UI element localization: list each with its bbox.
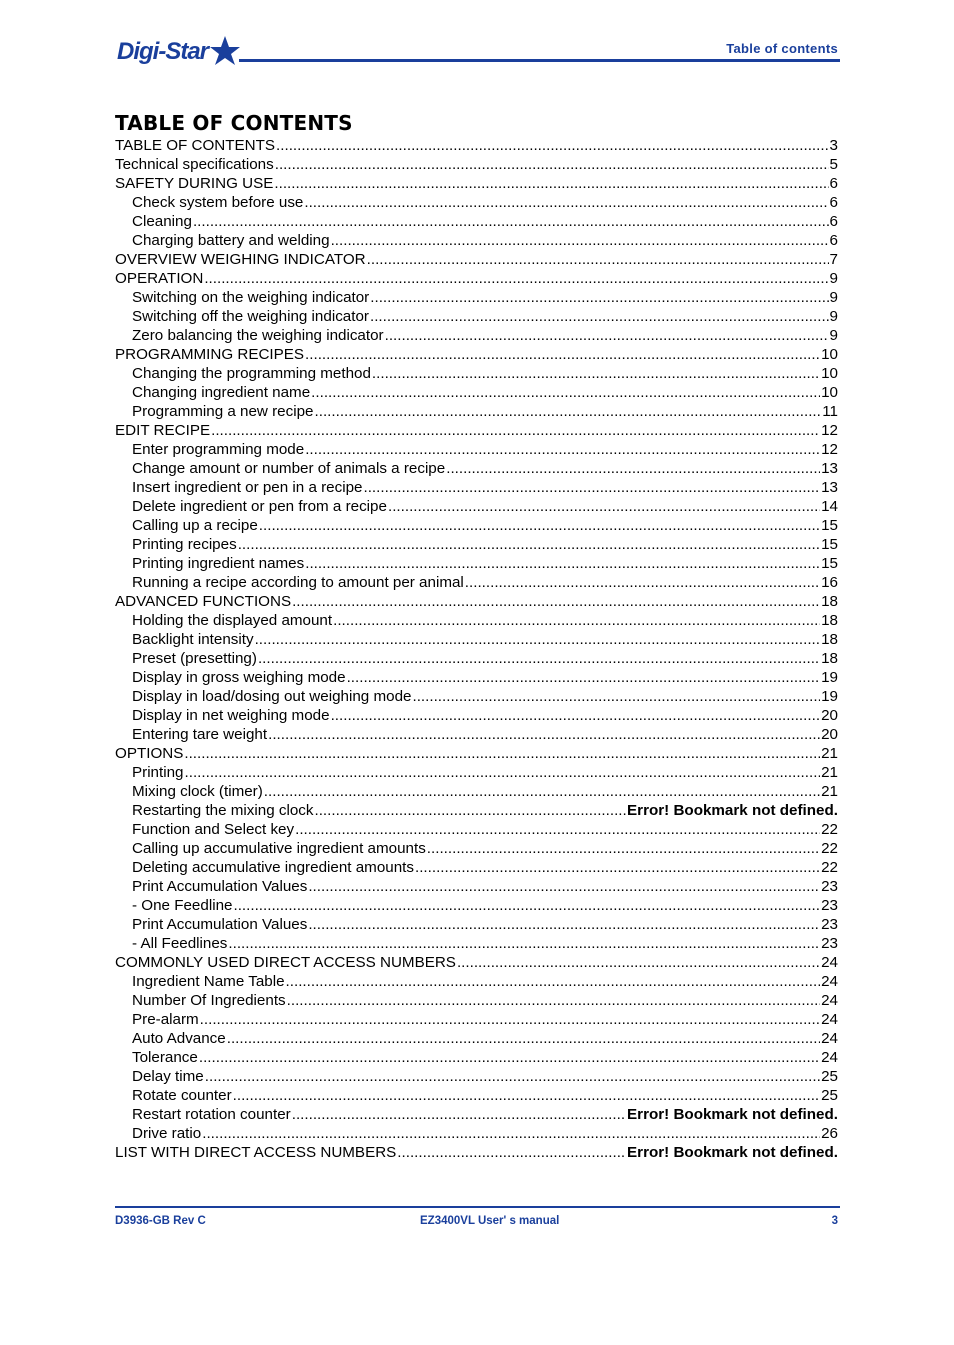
page-header	[115, 28, 840, 68]
dot-leader	[415, 858, 820, 877]
toc-entry[interactable]	[115, 1010, 838, 1029]
toc-entry[interactable]	[115, 687, 838, 706]
toc-entry-page: 25	[821, 1087, 838, 1104]
section-title: Table of contents	[726, 41, 838, 56]
dot-leader	[275, 155, 829, 174]
dot-leader	[465, 573, 820, 592]
toc-entry-title: Changing ingredient name	[132, 384, 311, 401]
toc-entry-title: Printing	[132, 764, 184, 781]
toc-entry[interactable]	[115, 706, 838, 725]
toc-entry-page: 9	[829, 270, 838, 287]
toc-entry-title: Delay time	[132, 1068, 204, 1085]
toc-entry-title: Print Accumulation Values	[132, 878, 308, 895]
toc-entry-title: Cleaning	[132, 213, 192, 230]
toc-entry[interactable]	[115, 155, 838, 174]
dot-leader	[228, 934, 820, 953]
toc-entry-title: Printing ingredient names	[132, 555, 305, 572]
dot-leader	[372, 364, 820, 383]
dot-leader	[268, 725, 820, 744]
toc-entry-page: 20	[821, 726, 838, 743]
toc-entry[interactable]	[115, 383, 838, 402]
toc-entry-page: 13	[821, 460, 838, 477]
toc-entry-title: Technical specifications	[115, 156, 274, 173]
toc-entry-page: 15	[821, 517, 838, 534]
toc-entry[interactable]	[115, 991, 838, 1010]
dot-leader	[184, 744, 820, 763]
toc-entry-title: Check system before use	[132, 194, 304, 211]
toc-entry-page: 19	[821, 688, 838, 705]
toc-entry[interactable]	[115, 839, 838, 858]
dot-leader	[331, 231, 829, 250]
toc-entry[interactable]	[115, 877, 838, 896]
dot-leader	[292, 592, 820, 611]
toc-entry-page: 9	[829, 327, 838, 344]
document-code: D3936-GB Rev C	[115, 1215, 206, 1227]
toc-entry-title: Drive ratio	[132, 1125, 202, 1142]
toc-entry-title: Delete ingredient or pen from a recipe	[132, 498, 387, 515]
toc-entry-title: OVERVIEW WEIGHING INDICATOR	[115, 251, 366, 268]
toc-entry-page: 9	[829, 308, 838, 325]
toc-entry-page: 25	[821, 1068, 838, 1085]
toc-entry-page: 10	[821, 346, 838, 363]
toc-entry[interactable]	[115, 763, 838, 782]
table-of-contents	[115, 136, 838, 1162]
toc-entry[interactable]	[115, 934, 838, 953]
toc-entry-title: Number Of Ingredients	[132, 992, 286, 1009]
toc-entry-page: Error! Bookmark not defined.	[627, 1106, 838, 1123]
toc-entry[interactable]	[115, 611, 838, 630]
dot-leader	[367, 250, 829, 269]
toc-entry-title: EDIT RECIPE	[115, 422, 211, 439]
toc-entry-title: Enter programming mode	[132, 441, 305, 458]
toc-entry-page: Error! Bookmark not defined.	[627, 802, 838, 819]
toc-entry[interactable]	[115, 1143, 838, 1162]
toc-entry-title: Tolerance	[132, 1049, 198, 1066]
toc-entry-title: Preset (presetting)	[132, 650, 257, 667]
toc-entry-page: 22	[821, 821, 838, 838]
toc-entry-page: 23	[821, 935, 838, 952]
toc-entry[interactable]	[115, 554, 838, 573]
dot-leader	[305, 345, 820, 364]
dot-leader	[311, 383, 820, 402]
toc-entry-page: 12	[821, 422, 838, 439]
toc-entry-page: 15	[821, 536, 838, 553]
toc-entry-page: 22	[821, 859, 838, 876]
toc-entry[interactable]	[115, 231, 838, 250]
toc-entry-page: 21	[821, 783, 838, 800]
toc-entry-title: Backlight intensity	[132, 631, 254, 648]
toc-entry-page: 11	[822, 403, 838, 420]
toc-entry-title: Function and Select key	[132, 821, 295, 838]
toc-entry-page: 24	[821, 1030, 838, 1047]
toc-entry[interactable]	[115, 364, 838, 383]
dot-leader	[276, 136, 829, 155]
toc-entry-page: 6	[829, 175, 838, 192]
dot-leader	[363, 478, 820, 497]
toc-entry[interactable]	[115, 1067, 838, 1086]
dot-leader	[258, 649, 820, 668]
toc-entry-page: 10	[821, 384, 838, 401]
toc-entry-page: 18	[821, 631, 838, 648]
toc-entry-title: Calling up a recipe	[132, 517, 258, 534]
toc-entry[interactable]	[115, 1048, 838, 1067]
toc-entry-title: Insert ingredient or pen in a recipe	[132, 479, 363, 496]
page-footer	[115, 1206, 840, 1236]
toc-entry-title: PROGRAMMING RECIPES	[115, 346, 305, 363]
toc-entry-title: Entering tare weight	[132, 726, 268, 743]
toc-entry[interactable]	[115, 193, 838, 212]
toc-entry-page: 9	[829, 289, 838, 306]
manual-title: EZ3400VL User' s manual	[420, 1215, 560, 1227]
toc-entry[interactable]	[115, 630, 838, 649]
toc-entry[interactable]	[115, 212, 838, 231]
toc-entry[interactable]	[115, 915, 838, 934]
dot-leader	[385, 326, 829, 345]
toc-entry[interactable]	[115, 1029, 838, 1048]
toc-entry-page: 16	[821, 574, 838, 591]
dot-leader	[292, 1105, 626, 1124]
toc-entry-page: 18	[821, 650, 838, 667]
toc-entry-title: Display in net weighing mode	[132, 707, 330, 724]
dot-leader	[315, 402, 822, 421]
dot-leader	[233, 896, 820, 915]
dot-leader	[457, 953, 820, 972]
toc-entry-page: 15	[821, 555, 838, 572]
toc-entry-title: Change amount or number of animals a recipe	[132, 460, 446, 477]
dot-leader	[427, 839, 820, 858]
toc-entry-page: 24	[821, 1049, 838, 1066]
toc-entry-title: Calling up accumulative ingredient amounts	[132, 840, 426, 857]
toc-heading: TABLE OF CONTENTS	[115, 111, 353, 135]
toc-entry-page: 23	[821, 916, 838, 933]
dot-leader	[446, 459, 820, 478]
toc-entry-title: Restarting the mixing clock	[132, 802, 314, 819]
toc-entry-page: 3	[829, 137, 838, 154]
dot-leader	[397, 1143, 626, 1162]
toc-entry[interactable]	[115, 896, 838, 915]
dot-leader	[305, 554, 820, 573]
toc-entry[interactable]	[115, 174, 838, 193]
toc-entry-title: Print Accumulation Values	[132, 916, 308, 933]
dot-leader	[388, 497, 820, 516]
dot-leader	[255, 630, 821, 649]
toc-entry[interactable]	[115, 744, 838, 763]
dot-leader	[233, 1086, 820, 1105]
toc-entry[interactable]	[115, 782, 838, 801]
toc-entry-page: 6	[829, 194, 838, 211]
page-number: 3	[831, 1215, 838, 1227]
dot-leader	[347, 668, 821, 687]
dot-leader	[200, 1010, 820, 1029]
toc-entry-page: 21	[821, 764, 838, 781]
toc-entry[interactable]	[115, 573, 838, 592]
toc-entry-title: Deleting accumulative ingredient amounts	[132, 859, 414, 876]
toc-entry-title: ADVANCED FUNCTIONS	[115, 593, 292, 610]
toc-entry-page: 22	[821, 840, 838, 857]
dot-leader	[264, 782, 820, 801]
toc-entry[interactable]	[115, 516, 838, 535]
toc-entry-title: COMMONLY USED DIRECT ACCESS NUMBERS	[115, 954, 456, 971]
dot-leader	[305, 440, 820, 459]
toc-entry[interactable]	[115, 535, 838, 554]
toc-entry[interactable]	[115, 649, 838, 668]
toc-entry-title: Changing the programming method	[132, 365, 371, 382]
dot-leader	[199, 1048, 820, 1067]
toc-entry-page: 20	[821, 707, 838, 724]
dot-leader	[205, 1067, 820, 1086]
toc-entry-page: 21	[821, 745, 838, 762]
dot-leader	[304, 193, 828, 212]
dot-leader	[185, 763, 821, 782]
toc-entry[interactable]	[115, 497, 838, 516]
toc-entry-title: Mixing clock (timer)	[132, 783, 263, 800]
dot-leader	[314, 801, 626, 820]
toc-entry-page: 24	[821, 1011, 838, 1028]
toc-entry-title: - All Feedlines	[132, 935, 228, 952]
toc-entry-title: Auto Advance	[132, 1030, 226, 1047]
toc-entry-title: Rotate counter	[132, 1087, 232, 1104]
toc-entry[interactable]	[115, 402, 838, 421]
toc-entry-title: Ingredient Name Table	[132, 973, 285, 990]
dot-leader	[202, 1124, 820, 1143]
toc-entry-page: 10	[821, 365, 838, 382]
dot-leader	[204, 269, 828, 288]
toc-entry-page: 23	[821, 878, 838, 895]
dot-leader	[259, 516, 820, 535]
toc-entry-title: Zero balancing the weighing indicator	[132, 327, 384, 344]
toc-entry[interactable]	[115, 820, 838, 839]
toc-entry[interactable]	[115, 440, 838, 459]
toc-entry-title: SAFETY DURING USE	[115, 175, 274, 192]
toc-entry[interactable]	[115, 953, 838, 972]
toc-entry[interactable]	[115, 326, 838, 345]
toc-entry[interactable]	[115, 250, 838, 269]
dot-leader	[193, 212, 829, 231]
toc-entry[interactable]	[115, 421, 838, 440]
logo-wordmark: Digi-Star	[117, 38, 209, 65]
toc-entry[interactable]	[115, 668, 838, 687]
toc-entry-page: 26	[821, 1125, 838, 1142]
toc-entry-page: 23	[821, 897, 838, 914]
toc-entry-title: Display in load/dosing out weighing mode	[132, 688, 412, 705]
dot-leader	[227, 1029, 820, 1048]
toc-entry-title: OPERATION	[115, 270, 204, 287]
toc-entry[interactable]	[115, 269, 838, 288]
dot-leader	[238, 535, 820, 554]
dot-leader	[308, 915, 820, 934]
toc-entry[interactable]	[115, 478, 838, 497]
dot-leader	[333, 611, 820, 630]
toc-entry-title: Switching off the weighing indicator	[132, 308, 369, 325]
toc-entry-page: 7	[829, 251, 838, 268]
dot-leader	[370, 307, 829, 326]
dot-leader	[331, 706, 821, 725]
toc-entry[interactable]	[115, 1105, 838, 1124]
toc-entry-title: Holding the displayed amount	[132, 612, 333, 629]
toc-entry[interactable]	[115, 972, 838, 991]
toc-entry-page: Error! Bookmark not defined.	[627, 1144, 838, 1161]
toc-entry-title: Pre-alarm	[132, 1011, 199, 1028]
toc-entry[interactable]	[115, 1086, 838, 1105]
toc-entry[interactable]	[115, 288, 838, 307]
toc-entry[interactable]	[115, 345, 838, 364]
toc-entry-page: 19	[821, 669, 838, 686]
toc-entry-title: Restart rotation counter	[132, 1106, 291, 1123]
dot-leader	[211, 421, 820, 440]
toc-entry-title: Charging battery and welding	[132, 232, 330, 249]
toc-entry-title: Running a recipe according to amount per animal	[132, 574, 464, 591]
toc-entry-title: LIST WITH DIRECT ACCESS NUMBERS	[115, 1144, 397, 1161]
toc-entry[interactable]	[115, 801, 838, 820]
toc-entry-title: Printing recipes	[132, 536, 237, 553]
toc-entry-page: 18	[821, 593, 838, 610]
toc-entry[interactable]	[115, 1124, 838, 1143]
toc-entry-title: - One Feedline	[132, 897, 233, 914]
toc-entry[interactable]	[115, 136, 838, 155]
toc-entry-page: 5	[829, 156, 838, 173]
toc-entry-title: TABLE OF CONTENTS	[115, 137, 276, 154]
toc-entry-page: 18	[821, 612, 838, 629]
toc-entry-page: 24	[821, 992, 838, 1009]
toc-entry-title: Display in gross weighing mode	[132, 669, 346, 686]
toc-entry[interactable]	[115, 459, 838, 478]
dot-leader	[412, 687, 820, 706]
footer-divider	[115, 1206, 840, 1208]
dot-leader	[370, 288, 828, 307]
toc-entry-title: Programming a new recipe	[132, 403, 314, 420]
star-icon	[209, 35, 241, 67]
toc-entry[interactable]	[115, 307, 838, 326]
toc-entry-title: Switching on the weighing indicator	[132, 289, 370, 306]
toc-entry-page: 13	[821, 479, 838, 496]
header-divider	[239, 59, 840, 62]
dot-leader	[274, 174, 828, 193]
dot-leader	[287, 991, 820, 1010]
toc-entry-page: 6	[829, 213, 838, 230]
toc-entry[interactable]	[115, 858, 838, 877]
toc-entry-page: 14	[821, 498, 838, 515]
toc-entry[interactable]	[115, 725, 838, 744]
dot-leader	[286, 972, 821, 991]
toc-entry[interactable]	[115, 592, 838, 611]
toc-entry-title: OPTIONS	[115, 745, 184, 762]
dot-leader	[308, 877, 820, 896]
toc-entry-page: 12	[821, 441, 838, 458]
toc-entry-page: 24	[821, 954, 838, 971]
dot-leader	[295, 820, 820, 839]
toc-entry-page: 6	[829, 232, 838, 249]
toc-entry-page: 24	[821, 973, 838, 990]
